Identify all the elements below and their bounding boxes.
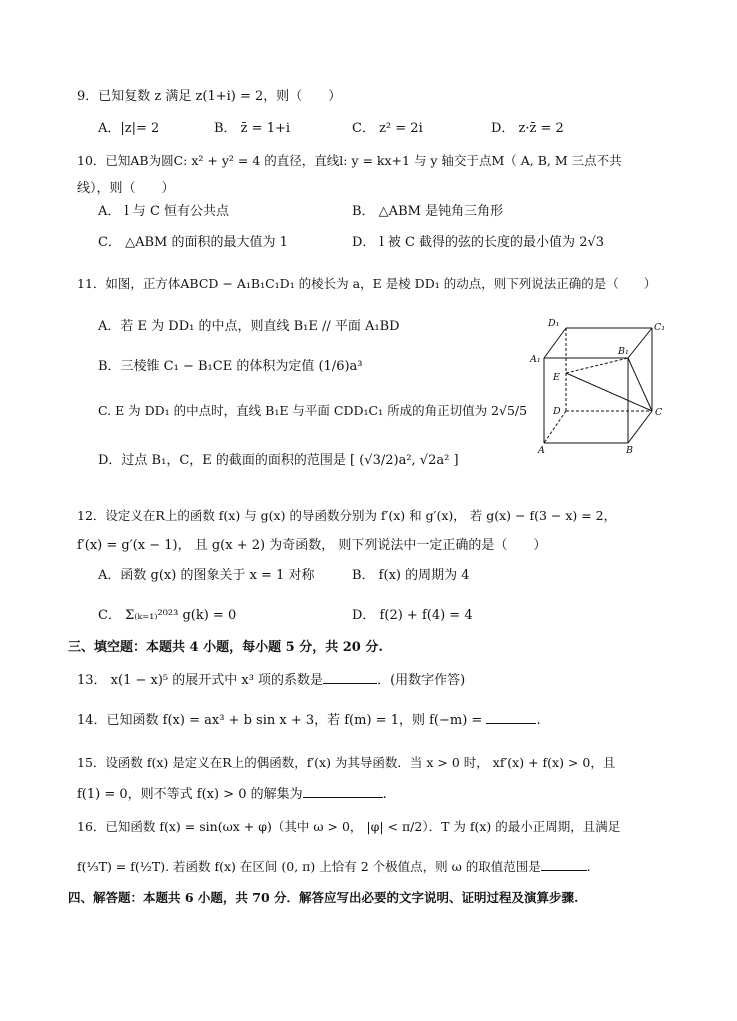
q12-option-c: C． Σ₍ₖ₌₁₎²⁰²³ g(k) = 0 (98, 608, 237, 623)
q16-line2 (77, 858, 591, 876)
label-c1: C₁ (654, 322, 666, 333)
label-a1: A₁ (530, 354, 541, 365)
q16-stem-line1: 16．已知函数 f(x) = sin(ωx + φ)（其中 ω > 0， |φ| < π/2）．T 为 f(x) 的最小正周期，且满足 (77, 819, 621, 834)
q9-option-b: B． z̄ = 1+i (214, 121, 291, 136)
q10-option-a: A． l 与 C 恒有公共点 (98, 204, 230, 219)
q14-period: . (536, 713, 541, 728)
q15-line2 (77, 785, 387, 804)
q10-option-c: C． △ABM 的面积的最大值为 1 (98, 235, 288, 250)
label-b1: B₁ (618, 346, 629, 357)
label-a: A (538, 445, 545, 456)
q9-option-d: D． z·z̄ = 2 (491, 121, 564, 136)
q16-text2: f(⅓T) = f(½T). 若函数 f(x) 在区间 (0, π) 上恰有 2 个极值点，则 ω 的取值范围是 (77, 859, 541, 874)
q12-stem-line2: f′(x) = g′(x − 1)， 且 g(x + 2) 为奇函数， 则下列说法中一定正确的是（ ） (77, 538, 547, 553)
label-d1: D₁ (548, 318, 560, 329)
q10-stem-line2: 线），则（ ） (77, 181, 175, 196)
q10-option-d: D． l 被 C 截得的弦的长度的最小值为 2√3 (352, 235, 605, 250)
q16-period: . (586, 859, 591, 874)
q12-option-d: D． f(2) + f(4) = 4 (352, 608, 473, 623)
section4-heading: 四、解答题：本题共 6 小题，共 70 分．解答应写出必要的文字说明、证明过程及演算步骤. (68, 890, 579, 905)
q12-option-a: A．函数 g(x) 的图象关于 x = 1 对称 (98, 568, 315, 583)
q15-text2: f(1) = 0，则不等式 f(x) > 0 的解集为 (77, 787, 303, 802)
cube-figure (528, 318, 668, 458)
q15-period: . (382, 787, 387, 802)
q14-line (77, 711, 541, 730)
q10-option-b: B． △ABM 是钝角三角形 (352, 204, 504, 219)
q13-text: 13． x(1 − x)⁵ 的展开式中 x³ 项的系数是 (77, 673, 324, 688)
label-e: E (553, 372, 560, 383)
q9-stem: 9．已知复数 z 满足 z(1+i) = 2，则（ ） (77, 89, 342, 104)
q12-option-b: B． f(x) 的周期为 4 (352, 568, 470, 583)
section3-heading: 三、填空题：本题共 4 小题，每小题 5 分，共 20 分. (68, 640, 383, 655)
q14-answer-blank[interactable] (486, 711, 536, 724)
label-d: D (553, 406, 561, 417)
q11-option-c: C. E 为 DD₁ 的中点时，直线 B₁E 与平面 CDD₁C₁ 所成的角正切值为 2√5/5 (98, 403, 528, 418)
label-c: C (655, 407, 663, 418)
label-b: B (626, 445, 633, 456)
q11-option-a: A．若 E 为 DD₁ 的中点，则直线 B₁E // 平面 A₁BD (98, 319, 400, 334)
q9-option-a: A．|z|= 2 (98, 121, 160, 136)
q11-option-b: B．三棱锥 C₁ − B₁CE 的体积为定值 (1/6)a³ (98, 359, 363, 374)
q14-text: 14．已知函数 f(x) = ax³ + b sin x + 3，若 f(m) = 1，则 f(−m) = (77, 713, 483, 728)
q16-answer-blank[interactable] (541, 858, 587, 871)
q11-option-d: D．过点 B₁，C，E 的截面的面积的范围是 [ (√3/2)a², √2a² ] (98, 453, 459, 468)
q10-stem-line1: 10．已知AB为圆C: x² + y² = 4 的直径，直线l: y = kx+1 与 y 轴交于点M（ A, B, M 三点不共 (77, 153, 622, 168)
q11-stem: 11．如图，正方体ABCD − A₁B₁C₁D₁ 的棱长为 a，E 是棱 DD₁ 的动点，则下列说法正确的是（ ） (77, 276, 657, 291)
q13-note: ．(用数字作答) (377, 673, 466, 688)
q15-stem-line1: 15．设函数 f(x) 是定义在R上的偶函数，f′(x) 为其导函数．当 x > 0 时， xf′(x) + f(x) > 0，且 (77, 755, 616, 770)
q12-stem-line1: 12．设定义在R上的函数 f(x) 与 g(x) 的导函数分别为 f′(x) 和 g′(x)， 若 g(x) − f(3 − x) = 2， (77, 508, 617, 523)
q15-answer-blank[interactable] (303, 785, 383, 798)
q13-answer-blank[interactable] (323, 671, 377, 684)
q13-line (77, 671, 465, 690)
q9-option-c: C． z² = 2i (352, 121, 423, 136)
